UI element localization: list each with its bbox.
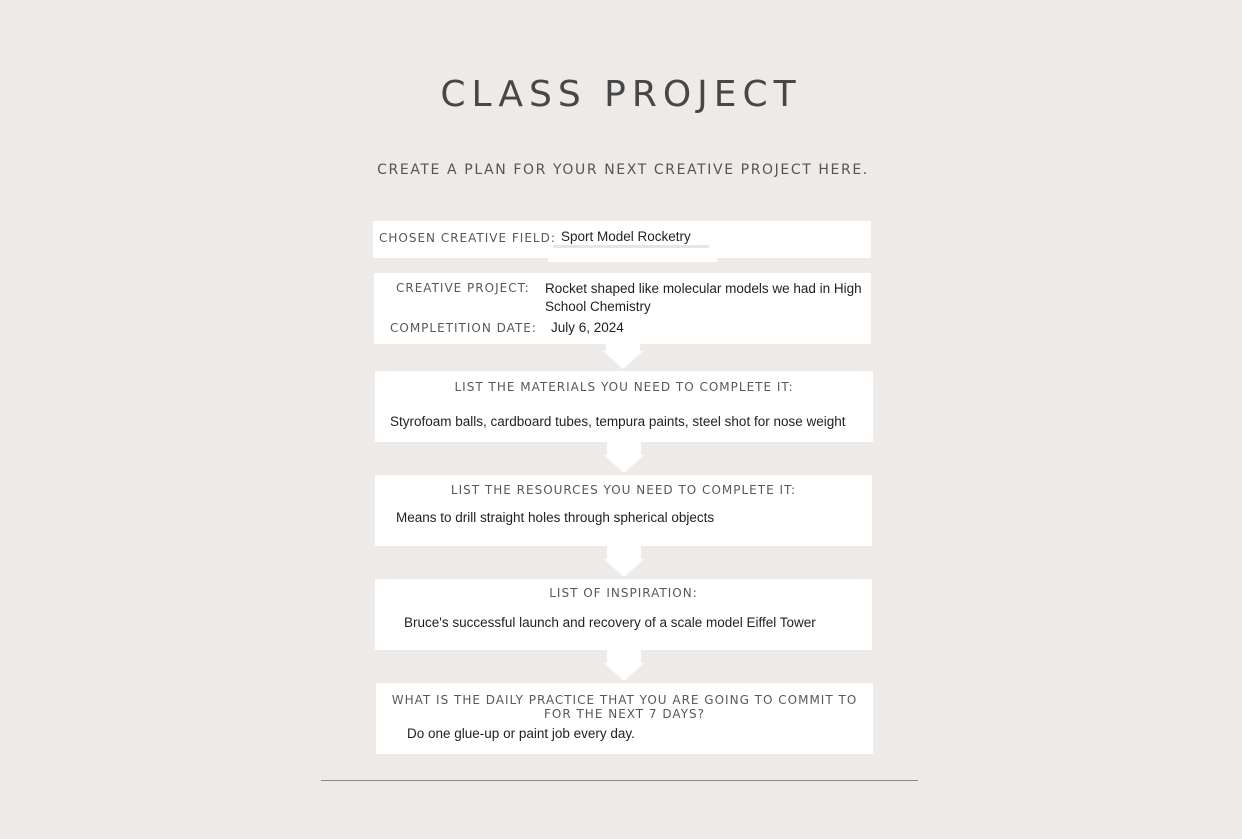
flow-arrow-icon [604, 663, 644, 681]
materials-value[interactable]: Styrofoam balls, cardboard tubes, tempura paints, steel shot for nose weight [390, 414, 846, 429]
flow-arrow-icon [604, 559, 644, 577]
inspiration-label: LIST OF INSPIRATION: [549, 586, 698, 600]
creative-project-card [374, 273, 871, 344]
bottom-divider [321, 780, 918, 781]
resources-label: LIST THE RESOURCES YOU NEED TO COMPLETE IT: [450, 483, 797, 497]
creative-project-value-line1[interactable]: Rocket shaped like molecular models we had in High [545, 281, 862, 296]
daily-practice-value[interactable]: Do one glue-up or paint job every day. [407, 726, 635, 741]
inspiration-card [375, 579, 872, 650]
completion-date-value[interactable]: July 6, 2024 [551, 320, 624, 335]
daily-practice-label-line2: FOR THE NEXT 7 DAYS? [543, 707, 706, 721]
flow-arrow-stem [607, 441, 641, 455]
flow-arrow-icon [604, 455, 644, 473]
materials-card [375, 371, 873, 442]
creative-field-underline [553, 245, 709, 248]
materials-label: LIST THE MATERIALS YOU NEED TO COMPLETE IT: [454, 380, 794, 394]
creative-project-label: CREATIVE PROJECT: [396, 281, 530, 295]
flow-arrow-icon [603, 351, 643, 369]
flow-arrow-stem [607, 545, 641, 559]
resources-value[interactable]: Means to drill straight holes through spherical objects [396, 510, 715, 525]
daily-practice-label-line1: WHAT IS THE DAILY PRACTICE THAT YOU ARE GOING TO COMMIT TO [391, 693, 858, 707]
page-subtitle: CREATE A PLAN FOR YOUR NEXT CREATIVE PROJECT HERE. [377, 162, 869, 178]
inspiration-value[interactable]: Bruce's successful launch and recovery of a scale model Eiffel Tower [404, 615, 816, 630]
creative-field-card [373, 221, 871, 258]
completion-date-label: COMPLETITION DATE: [390, 321, 537, 335]
creative-field-value[interactable]: Sport Model Rocketry [561, 229, 691, 244]
flow-arrow-stem [606, 343, 640, 351]
creative-field-tab [548, 256, 717, 262]
creative-project-value-line2[interactable]: School Chemistry [545, 299, 651, 314]
resources-card [375, 475, 872, 546]
page-title: CLASS PROJECT [440, 74, 802, 115]
creative-field-label: CHOSEN CREATIVE FIELD: [379, 231, 556, 245]
flow-arrow-stem [607, 649, 641, 663]
daily-practice-card [376, 683, 873, 754]
